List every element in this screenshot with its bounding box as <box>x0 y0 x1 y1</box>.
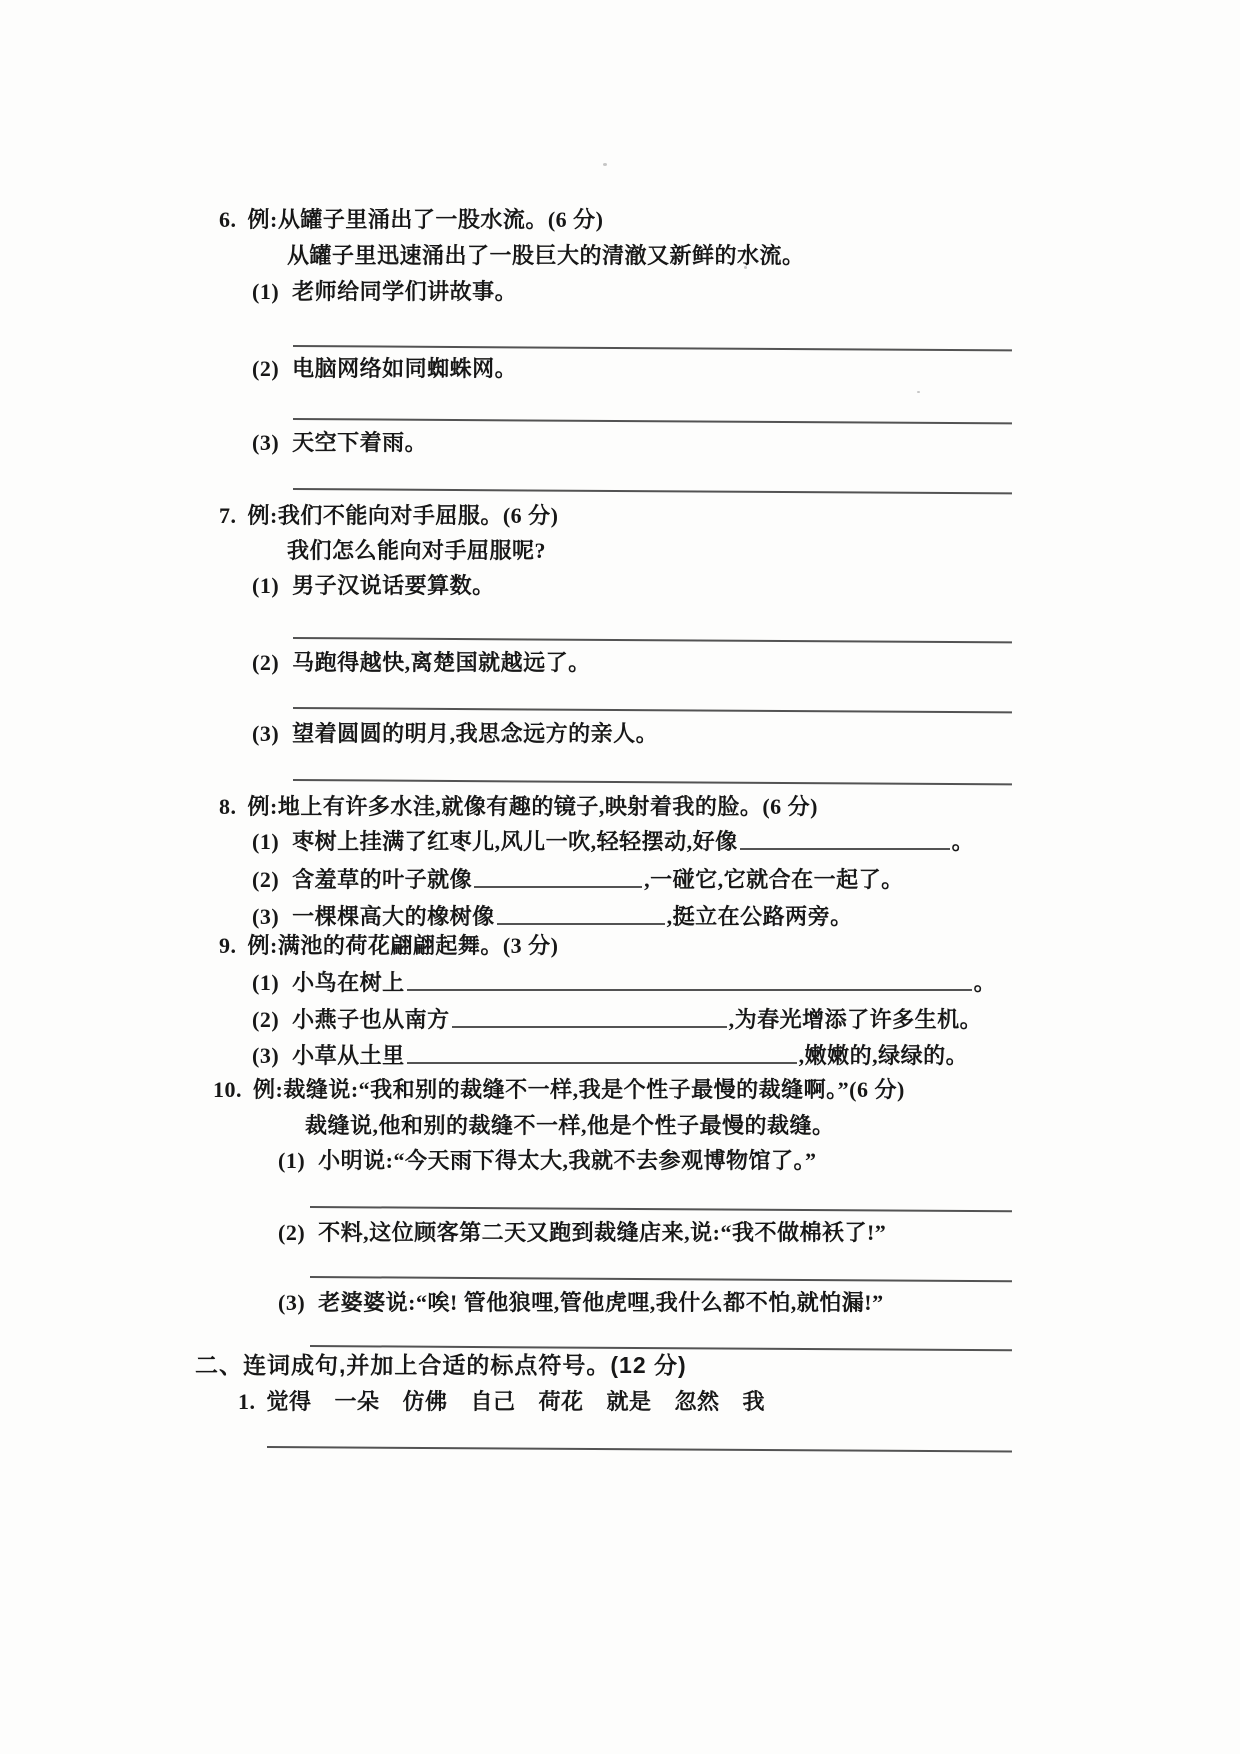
inline-blank <box>740 845 950 850</box>
question-8-item-1 <box>252 829 974 855</box>
question-7-item-2 <box>252 650 591 676</box>
answer-line <box>310 1276 1012 1282</box>
question-number: 9. <box>219 933 237 958</box>
answer-line <box>293 488 1012 494</box>
item-label: (2) <box>252 867 280 892</box>
item-label: (3) <box>252 1043 280 1068</box>
item-text-pre: 小燕子也从南方 <box>292 1007 450 1032</box>
question-prompt: 例:裁缝说:“我和别的裁缝不一样,我是个性子最慢的裁缝啊。”(6 分) <box>253 1077 905 1102</box>
question-8-item-2 <box>252 867 904 893</box>
item-text-post: ,一碰它,它就合在一起了。 <box>644 867 904 892</box>
item-text-pre: 一棵棵高大的橡树像 <box>292 904 495 929</box>
word-list: 觉得 一朵 仿佛 自己 荷花 就是 忽然 我 <box>266 1389 766 1414</box>
scan-speck <box>917 391 920 393</box>
question-6-item-2 <box>252 356 517 382</box>
question-6-item-3 <box>252 430 427 456</box>
inline-blank <box>452 1023 727 1028</box>
question-prompt: 例:地上有许多水洼,就像有趣的镜子,映射着我的脸。(6 分) <box>247 794 818 819</box>
question-9-header <box>219 933 558 959</box>
question-7-item-3 <box>252 721 658 747</box>
question-number: 8. <box>219 794 237 819</box>
question-6-item-1 <box>252 279 517 305</box>
question-10-example <box>305 1113 835 1139</box>
question-number: 7. <box>219 503 237 528</box>
question-10-item-1 <box>278 1148 816 1174</box>
question-8-item-3 <box>252 904 853 930</box>
item-label: (1) <box>252 279 280 304</box>
section-2-item-1 <box>238 1389 765 1415</box>
answer-line <box>310 1206 1012 1212</box>
item-text-post: 。 <box>951 829 975 854</box>
question-10-item-2 <box>278 1220 886 1246</box>
inline-blank <box>407 986 972 991</box>
item-label: (1) <box>252 573 280 598</box>
item-text-pre: 枣树上挂满了红枣儿,风儿一吹,轻轻摆动,好像 <box>292 829 738 854</box>
item-label: (1) <box>278 1148 306 1173</box>
example-sentence: 从罐子里迅速涌出了一股巨大的清澈又新鲜的水流。 <box>287 243 805 268</box>
question-9-item-3 <box>252 1043 968 1069</box>
section-heading: 二、连词成句,并加上合适的标点符号。(12 分) <box>195 1352 687 1378</box>
inline-blank <box>474 883 642 888</box>
item-label: (2) <box>252 356 280 381</box>
question-9-item-2 <box>252 1007 982 1033</box>
item-text-post: ,嫩嫩的,绿绿的。 <box>798 1043 969 1068</box>
question-prompt: 例:从罐子里涌出了一股水流。(6 分) <box>247 207 604 232</box>
item-label: (3) <box>278 1290 306 1315</box>
item-text-post: 。 <box>973 970 997 995</box>
example-sentence: 我们怎么能向对手屈服呢? <box>287 538 547 563</box>
item-text: 电脑网络如同蜘蛛网。 <box>292 356 518 381</box>
question-number: 10. <box>213 1077 242 1102</box>
answer-line <box>267 1446 1012 1453</box>
item-text: 望着圆圆的明月,我思念远方的亲人。 <box>292 721 659 746</box>
question-prompt: 例:我们不能向对手屈服。(6 分) <box>247 503 559 528</box>
item-text: 天空下着雨。 <box>292 430 428 455</box>
item-label: (2) <box>278 1220 306 1245</box>
item-number: 1. <box>238 1389 256 1414</box>
question-10-item-3 <box>278 1290 884 1316</box>
item-text-pre: 含羞草的叶子就像 <box>292 867 473 892</box>
item-text-pre: 小草从土里 <box>292 1043 405 1068</box>
question-number: 6. <box>219 207 237 232</box>
item-text-pre: 小鸟在树上 <box>292 970 405 995</box>
inline-blank <box>407 1059 797 1064</box>
example-sentence: 裁缝说,他和别的裁缝不一样,他是个性子最慢的裁缝。 <box>305 1113 835 1138</box>
answer-line <box>310 1345 1012 1351</box>
item-label: (3) <box>252 721 280 746</box>
question-6-header <box>219 207 603 233</box>
question-7-item-1 <box>252 573 495 599</box>
answer-line <box>293 418 1012 424</box>
item-text: 老师给同学们讲故事。 <box>292 279 518 304</box>
item-text: 男子汉说话要算数。 <box>292 573 495 598</box>
item-text: 马跑得越快,离楚国就越远了。 <box>292 650 591 675</box>
item-label: (1) <box>252 829 280 854</box>
answer-line <box>293 779 1012 785</box>
inline-blank <box>497 920 665 925</box>
item-text-post: ,为春光增添了许多生机。 <box>728 1007 983 1032</box>
item-text: 小明说:“今天雨下得太大,我就不去参观博物馆了。” <box>318 1148 817 1173</box>
question-prompt: 例:满池的荷花翩翩起舞。(3 分) <box>247 933 559 958</box>
question-7-example <box>287 538 546 564</box>
answer-line <box>293 637 1012 643</box>
answer-line <box>293 345 1012 351</box>
question-7-header <box>219 503 558 529</box>
answer-line <box>293 707 1012 713</box>
question-6-example <box>287 243 805 269</box>
item-label: (2) <box>252 650 280 675</box>
question-9-item-1 <box>252 970 996 996</box>
question-8-header <box>219 794 818 820</box>
item-label: (2) <box>252 1007 280 1032</box>
item-label: (1) <box>252 970 280 995</box>
section-2-header <box>195 1352 687 1380</box>
item-text-post: ,挺立在公路两旁。 <box>666 904 853 929</box>
question-10-header <box>213 1077 905 1103</box>
item-label: (3) <box>252 904 280 929</box>
item-label: (3) <box>252 430 280 455</box>
scan-speck <box>603 163 607 166</box>
item-text: 老婆婆说:“唉! 管他狼哩,管他虎哩,我什么都不怕,就怕漏!” <box>318 1290 884 1315</box>
item-text: 不料,这位顾客第二天又跑到裁缝店来,说:“我不做棉袄了!” <box>318 1220 887 1245</box>
